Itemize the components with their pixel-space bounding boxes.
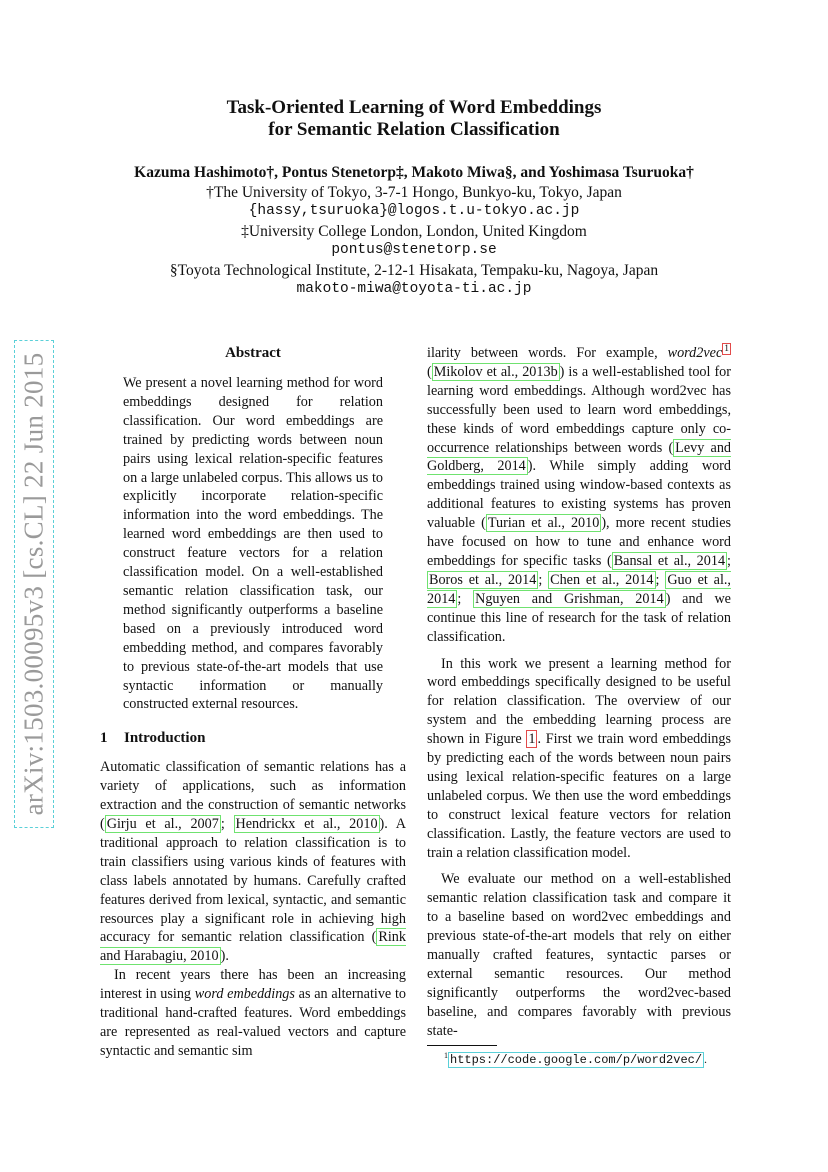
footnote-mark: 1 (444, 1051, 448, 1060)
right-column (427, 344, 731, 1041)
email-ucl[interactable]: pontus@stenetorp.se (331, 242, 497, 258)
citation-link[interactable]: Levy and Goldberg, 2014 (427, 439, 732, 475)
text-run: Automatic classification of semantic relations has a variety of applications, such as information extraction and the construction of semantic networks ( (100, 759, 406, 833)
section-number: 1 (100, 730, 108, 747)
text-run: as an alternative to traditional hand-crafted features. Word embeddings are represented as real-valued vectors and capture syntactic and semantic sim (100, 986, 406, 1059)
footnote-rule (427, 1045, 497, 1046)
figure-ref[interactable]: 1 (528, 731, 536, 748)
footnote (444, 1049, 707, 1067)
intro-paragraph-1 (100, 758, 406, 966)
arxiv-stamp[interactable] (14, 340, 54, 828)
text-run: ). (220, 948, 229, 965)
section-title: Introduction (124, 730, 206, 747)
email-toyota[interactable]: makoto-miwa@toyota-ti.ac.jp (296, 281, 532, 297)
text-run: In recent years there has been an increasing interest in using (100, 967, 406, 1003)
text-run: ilarity between words. For example, (427, 345, 668, 361)
citation-link[interactable]: Turian et al., 2010 (487, 515, 600, 532)
citation-link[interactable]: Hendrickx et al., 2010 (235, 816, 378, 833)
citation-link[interactable]: Guo et al., 2014 (427, 571, 731, 607)
text-run: ; (220, 816, 234, 833)
left-column (100, 344, 406, 1061)
paper-title (0, 97, 828, 141)
right-paragraph-2 (427, 655, 731, 863)
section-heading-introduction (100, 729, 406, 748)
author-block (0, 163, 828, 300)
abstract-heading: Abstract (225, 345, 281, 361)
title-line-2: for Semantic Relation Classification (268, 119, 560, 140)
affiliation-ucl: ‡University College London, London, United Kingdom (241, 222, 587, 240)
right-paragraph-1: ilarity between words. For example, word2vec $^1$ ( Mikolov et al., 2013b ) is a well-established tool for learning word embeddings. Although word2vec has successfully been used to learn word embeddings, these kinds of word embeddings capture only co-occurrence relationships between words ( Levy and Goldberg, 2014 ). While simply adding word embeddings trained using window-based contexts as additional features to existing systems has proven valuable ( Turian et al., 2010 ), more recent studies have focused on how to tune and enhance word embeddings for specific tasks ( Bansal et al., 2014 ; Boros et al., 2014 ; Chen et al., 2014 ; Guo et al., 2014 ; Nguyen and Grishman, 2014 ) and we continue this line of research for the task of relation classification. (427, 344, 732, 645)
text-run: ), more recent studies have focused on how to tune and enhance word embeddings for specific tasks ( (427, 515, 732, 569)
text-run: ). While simply adding word embeddings trained using window-based contexts as additional features to existing systems has proven valuable ( (427, 458, 731, 532)
citation-link[interactable]: Chen et al., 2014 (550, 571, 654, 588)
email-tokyo[interactable]: {hassy,tsuruoka}@logos.t.u-tokyo.ac.jp (248, 203, 580, 219)
emphasis: word embeddings (194, 986, 295, 1003)
abstract-body: We present a novel learning method for word embeddings designed for relation classification. Our word embeddings are trained by predicting words between noun pairs using lexical relation-specific features on a large unlabeled corpus. This allows us to explicitly incorporate relation-specific information into the word embeddings. The learned word embeddings are then used to construct feature vectors for a relation classification model. On a well-established semantic relation classification task, our method significantly outperforms a baseline based on a previously introduced word embedding method, and compares favorably to previous state-of-the-art models that use syntactic information or manually constructed external resources. (123, 375, 383, 713)
footnote-url-link[interactable]: https://code.google.com/p/word2vec/ (450, 1053, 703, 1067)
affiliation-tokyo: †The University of Tokyo, 3-7-1 Hongo, Bunkyo-ku, Tokyo, Japan (206, 183, 622, 201)
intro-paragraph-2 (100, 966, 406, 1061)
right-paragraph-3: We evaluate our method on a well-established semantic relation classification task and compare it to a baseline based on word2vec embeddings and previous state-of-the-art models that rely on either manually crafted features, syntactic parses or external semantic resources. Our method significantly outperforms the word2vec-based baseline, and compares favorably with previous state- (427, 871, 731, 1039)
text-run: In this work we present a learning method for word embeddings specifically designed to be useful for relation classification. The overview of our system and the embedding learning process are shown in Figure (427, 655, 731, 748)
footnote-ref[interactable]: 1 (724, 344, 729, 355)
text-run: ) and we continue this line of research for the task of relation classification. (427, 590, 731, 645)
title-line-1: Task-Oriented Learning of Word Embeddings (226, 97, 602, 118)
text-run: . First we train word embeddings by predicting each of the words between noun pairs using lexical relation-specific features on a large unlabeled corpus. We then use the word embeddings to construct lexical feature vectors for relation classification. Lastly, the feature vectors are used to train a relation classification model. (427, 731, 732, 861)
emphasis: word2vec (667, 345, 723, 361)
text-run: is a well-established tool for learning word embeddings. Although word2vec has successfully been used to learn word embeddings, these kinds of word embeddings capture only co-occurrence relationships between words ( (427, 363, 731, 456)
author-names: Kazuma Hashimoto†, Pontus Stenetorp‡, Makoto Miwa§, and Yoshimasa Tsuruoka† (134, 164, 694, 181)
footnote-end: . (704, 1052, 708, 1066)
citation-link[interactable]: Rink and Harabagiu, 2010 (100, 929, 406, 965)
affiliation-toyota: §Toyota Technological Institute, 2-12-1 Hisakata, Tempaku-ku, Nagoya, Japan (169, 261, 659, 279)
text-run: ). A traditional approach to relation classification is to train classifiers using various kinds of features with class labels annotated by humans. Carefully crafted features derived from lexical, syntactic, and semantic resources play a significant role in achieving high accuracy for semantic relation classification ( (100, 816, 407, 946)
citation-link[interactable]: Boros et al., 2014 (429, 571, 537, 588)
citation-link[interactable]: Nguyen and Grishman, 2014 (475, 590, 664, 607)
citation-link[interactable]: Mikolov et al., 2013b (433, 363, 558, 380)
citation-link[interactable]: Bansal et al., 2014 (613, 552, 726, 569)
citation-link[interactable]: Girju et al., 2007 (106, 816, 219, 833)
arxiv-stamp-text: arXiv:1503.00095v3 [cs.CL] 22 Jun 2015 (18, 352, 49, 816)
